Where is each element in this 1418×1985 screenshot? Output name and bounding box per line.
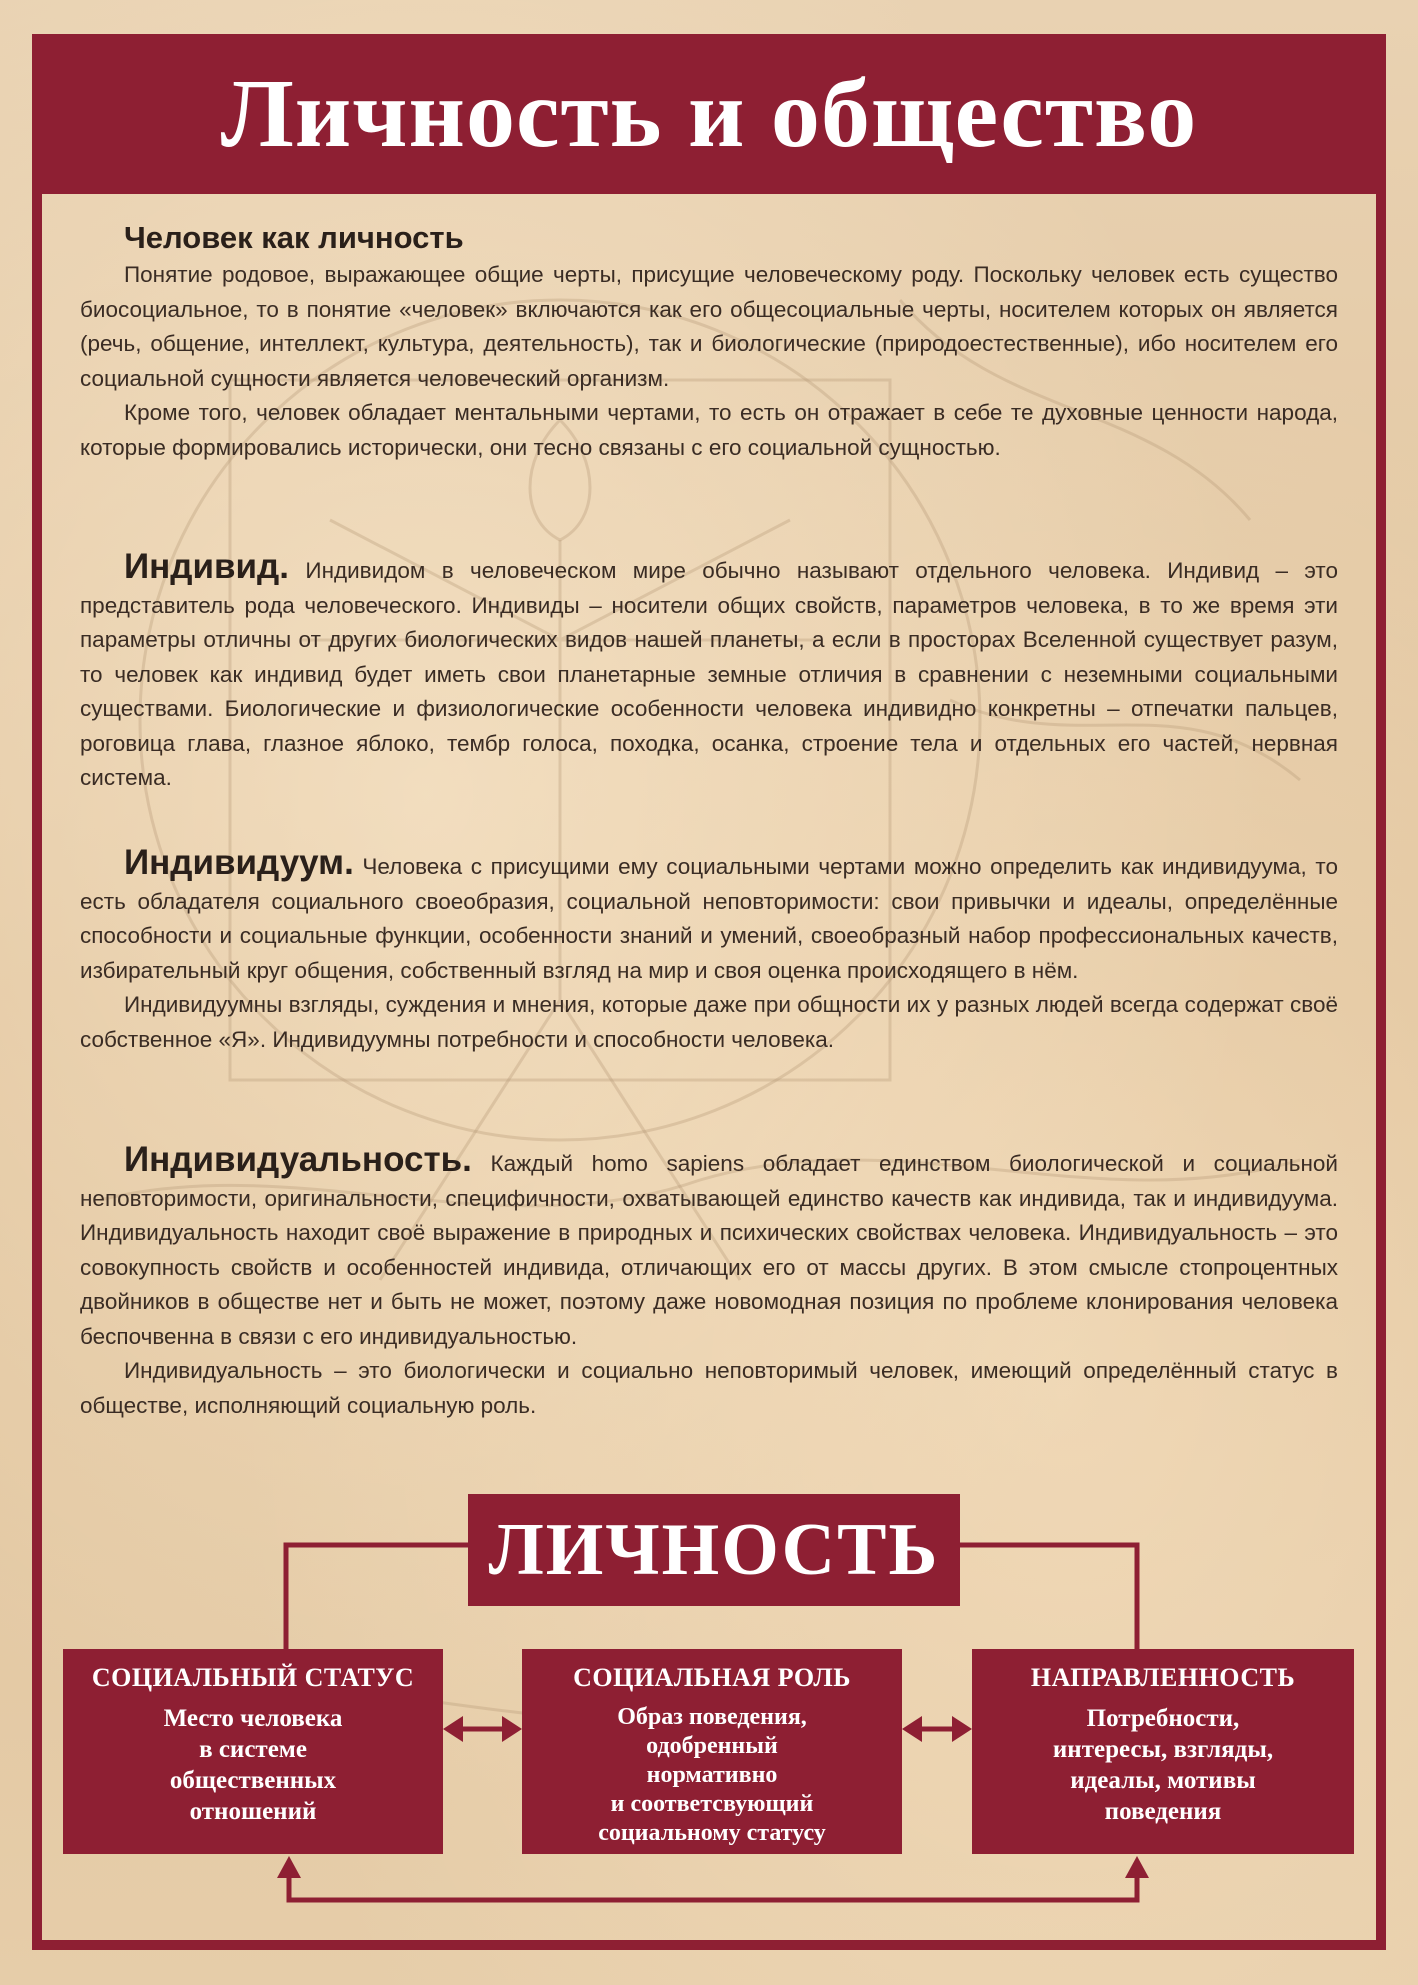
box-body: Место человека в системе общественных отношений [163,1705,343,1825]
section-heading: Человек как личность [124,220,464,255]
social-status-box [63,1649,443,1854]
paragraph-text: Каждый homo sapiens обладает единством биологической и социальной неповторимости, оригинальности, специфичности, охватывающей единство качеств как индивида, так и индивидуума. Индивидуальность находит своё выражение в природных и психических свойствах человека. Индивидуальность – это совокупность свойств и особенностей индивида, отличающих его от массы других. В этом смысле стопроцентных двойников в обществе нет и быть не может, поэтому даже новомодная позиция по проблеме клонирования человека беспочвенна в связи с его индивидуальностью. [80,1151,1338,1349]
term-heading: Индивид. [124,547,290,586]
box-body: Образ поведения, одобренный нормативно и соответсвующий социальному статусу [598,1704,826,1846]
paragraph-text: Индивидом в человеческом мире обычно называют отдельного человека. Индивид – это представитель рода человеческого. Индивиды – носители общих свойств, параметров человека, в то же время эти параметры отличны от других биологических видов нашей планеты, а если в просторах Вселенной существует разум, то человек как индивид будет иметь свои планетарные земные отличия в сравнении с неземными социальными существами. Биологические и физиологические особенности человека индивидно конкретны – отпечатки пальцев, роговица глава, глазное яблоко, тембр голоса, походка, осанка, строение тела и отдельных его частей, нервная система. [80,558,1338,790]
box-title: СОЦИАЛЬНЫЙ СТАТУС [91,1663,415,1692]
term-heading: Индивидуум. [124,843,354,882]
paragraph: Понятие родовое, выражающее общие черты, присущие человеческому роду. Поскольку человек есть существо биосоциальное, то в понятие «человек» включаются как его общесоциальные черты, носителем которых он является (речь, общение, интеллект, культура, деятельность), так и биологические (природоестественные), ибо носителем его социальной сущности является человеческий организм. [80,262,1338,391]
orientation-box [972,1649,1354,1854]
paragraph: Индивидуальность – это биологически и социально неповторимый человек, имеющий определённый статус в обществе, исполняющий социальную роль. [80,1358,1338,1418]
box-title: НАПРАВЛЕННОСТЬ [1030,1663,1296,1692]
paragraph-text: Человека с присущими ему социальными чертами можно определить как индивидуума, то есть обладателя социального своеобразия, социальной неповторимости: свои привычки и идеалы, определённые способности и социальные функции, особенности знаний и умений, своеобразный набор профессиональных качеств, избирательный круг общения, собственный взгляд на мир и своя оценка происходящего в нём. [80,854,1338,983]
paragraph: Индивидуумны взгляды, суждения и мнения, которые даже при общности их у разных людей всегда содержат своё собственное «Я». Индивидуумны потребности и способности человека. [80,992,1338,1052]
box-title: СОЦИАЛЬНАЯ РОЛЬ [573,1663,851,1692]
personality-label: ЛИЧНОСТЬ [488,1508,940,1591]
paragraph: Кроме того, человек обладает ментальными чертами, то есть он отражает в себе те духовные ценности народа, которые формировались исторически, они тесно связаны с его социальной сущностью. [80,400,1338,460]
social-role-box [522,1649,902,1854]
personality-box [468,1494,960,1606]
box-body: Потребности, интересы, взгляды, идеалы, мотивы поведения [1052,1705,1274,1825]
page-title: Личность и общество [220,60,1198,168]
term-heading: Индивидуальность. [124,1140,472,1179]
